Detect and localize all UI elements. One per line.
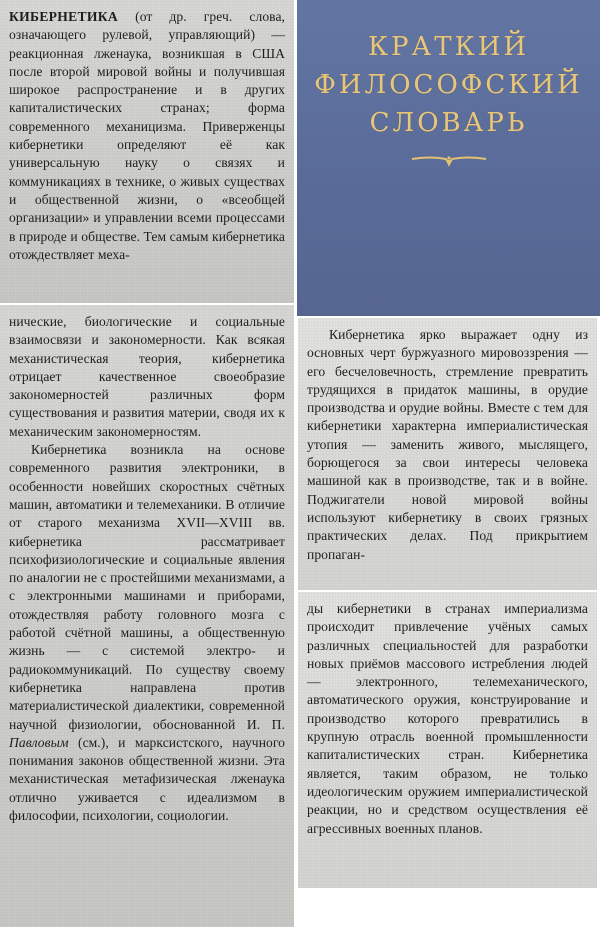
article-column-left (0, 305, 294, 927)
book-cover (297, 0, 600, 316)
cover-title-line-1: КРАТКИЙ (367, 32, 530, 62)
column-right-top-paragraph: Кибернетика ярко выражает одну из основных черт буржуазного мировоззрения — его бесчеловечность, стремление превратить трудящихся в придаток машины, в орудие производства и орудие войны. Вместе с тем для кибернетики характерна империалистическая утопия — заменить живого, мыслящего, борющегося за свои интересы человека машиной как в производстве, так и в войне. Поджигатели новой мировой войны используют кибернетику в своих грязных практических делах. Под прикрытием пропаган- (307, 327, 588, 562)
cover-title-line-3: СЛОВАРЬ (369, 108, 528, 138)
column-right-bottom-paragraph: ды кибернетики в странах империализма происходит привлечение учёных самых различных специальностей для разработки новых приёмов массового истребления людей — электронного, телемеханического, автоматического оружия, конструирование и производство которого превратились в крупную отрасль военной промышленности капиталистических стран. Кибернетика является, таким образом, не только идеологическим оружием империалистической реакции, но и средством осуществления её агрессивных военных планов. (307, 601, 588, 836)
ornament-icon (410, 152, 488, 170)
column-left-part-1: нические, биологические и социальные взаимосвязи и закономерности. Как всякая механистическая теория, кибернетика отрицает качественное своеобразие закономерностей различных форм существования и развития материи, сводя их к механическим закономерностям. (9, 314, 285, 439)
cover-title-line-2: ФИЛОСОФСКИЙ (314, 70, 583, 100)
column-left-text (0, 305, 294, 825)
headword: КИБЕРНЕТИКА (9, 9, 119, 24)
column-left-part-3: (см.), и марксистского, научного понимания законов общественной жизни. Эта механистическая метафизическая лженаука отлично уживается с идеализмом в философии, психологии, социологии. (9, 734, 285, 824)
column-left-paragraph-2 (9, 441, 285, 825)
article-column-right-bottom (298, 592, 597, 888)
column-left-part-2: Кибернетика возникла на основе современного развития электроники, в особенности новейших скоростных счётных машин, автоматики и телемеханики. В отличие от старого механизма XVII—XVIII вв. кибернетика рассматривает психофизиологические и социальные явления по аналогии не с простейшими механизмами, а с электронными машинами и приборами, отождествляя работу головного мозга с работой счётной машины, а общественную жизнь — с системой электро- и радиокоммуникаций. По существу своему кибернетика направлена против материалистической диалектики, современной научной физиологии, обоснованной И. П. (9, 442, 285, 732)
article-start-panel (0, 0, 294, 303)
column-right-top-text (298, 318, 597, 564)
article-start-body: (от др. греч. слова, означающего рулевой, управляющий) — реакционная лженаука, возникшая в США после второй мировой войны и получившая широкое распространение и в других капиталистических странах; форма современного механицизма. Приверженцы кибернетики определяют её как универсальную науку о связях и коммуникациях в технике, о живых существах и общественной жизни, о «всеобщей организации» и управлении всеми процессами в природе и обществе. Тем самым кибернетика отождествляет меха- (9, 9, 285, 262)
pavlov-name: Павловым (9, 734, 69, 750)
article-start-text (0, 0, 294, 264)
article-column-right-top (298, 318, 597, 590)
column-right-bottom-text (298, 592, 597, 838)
